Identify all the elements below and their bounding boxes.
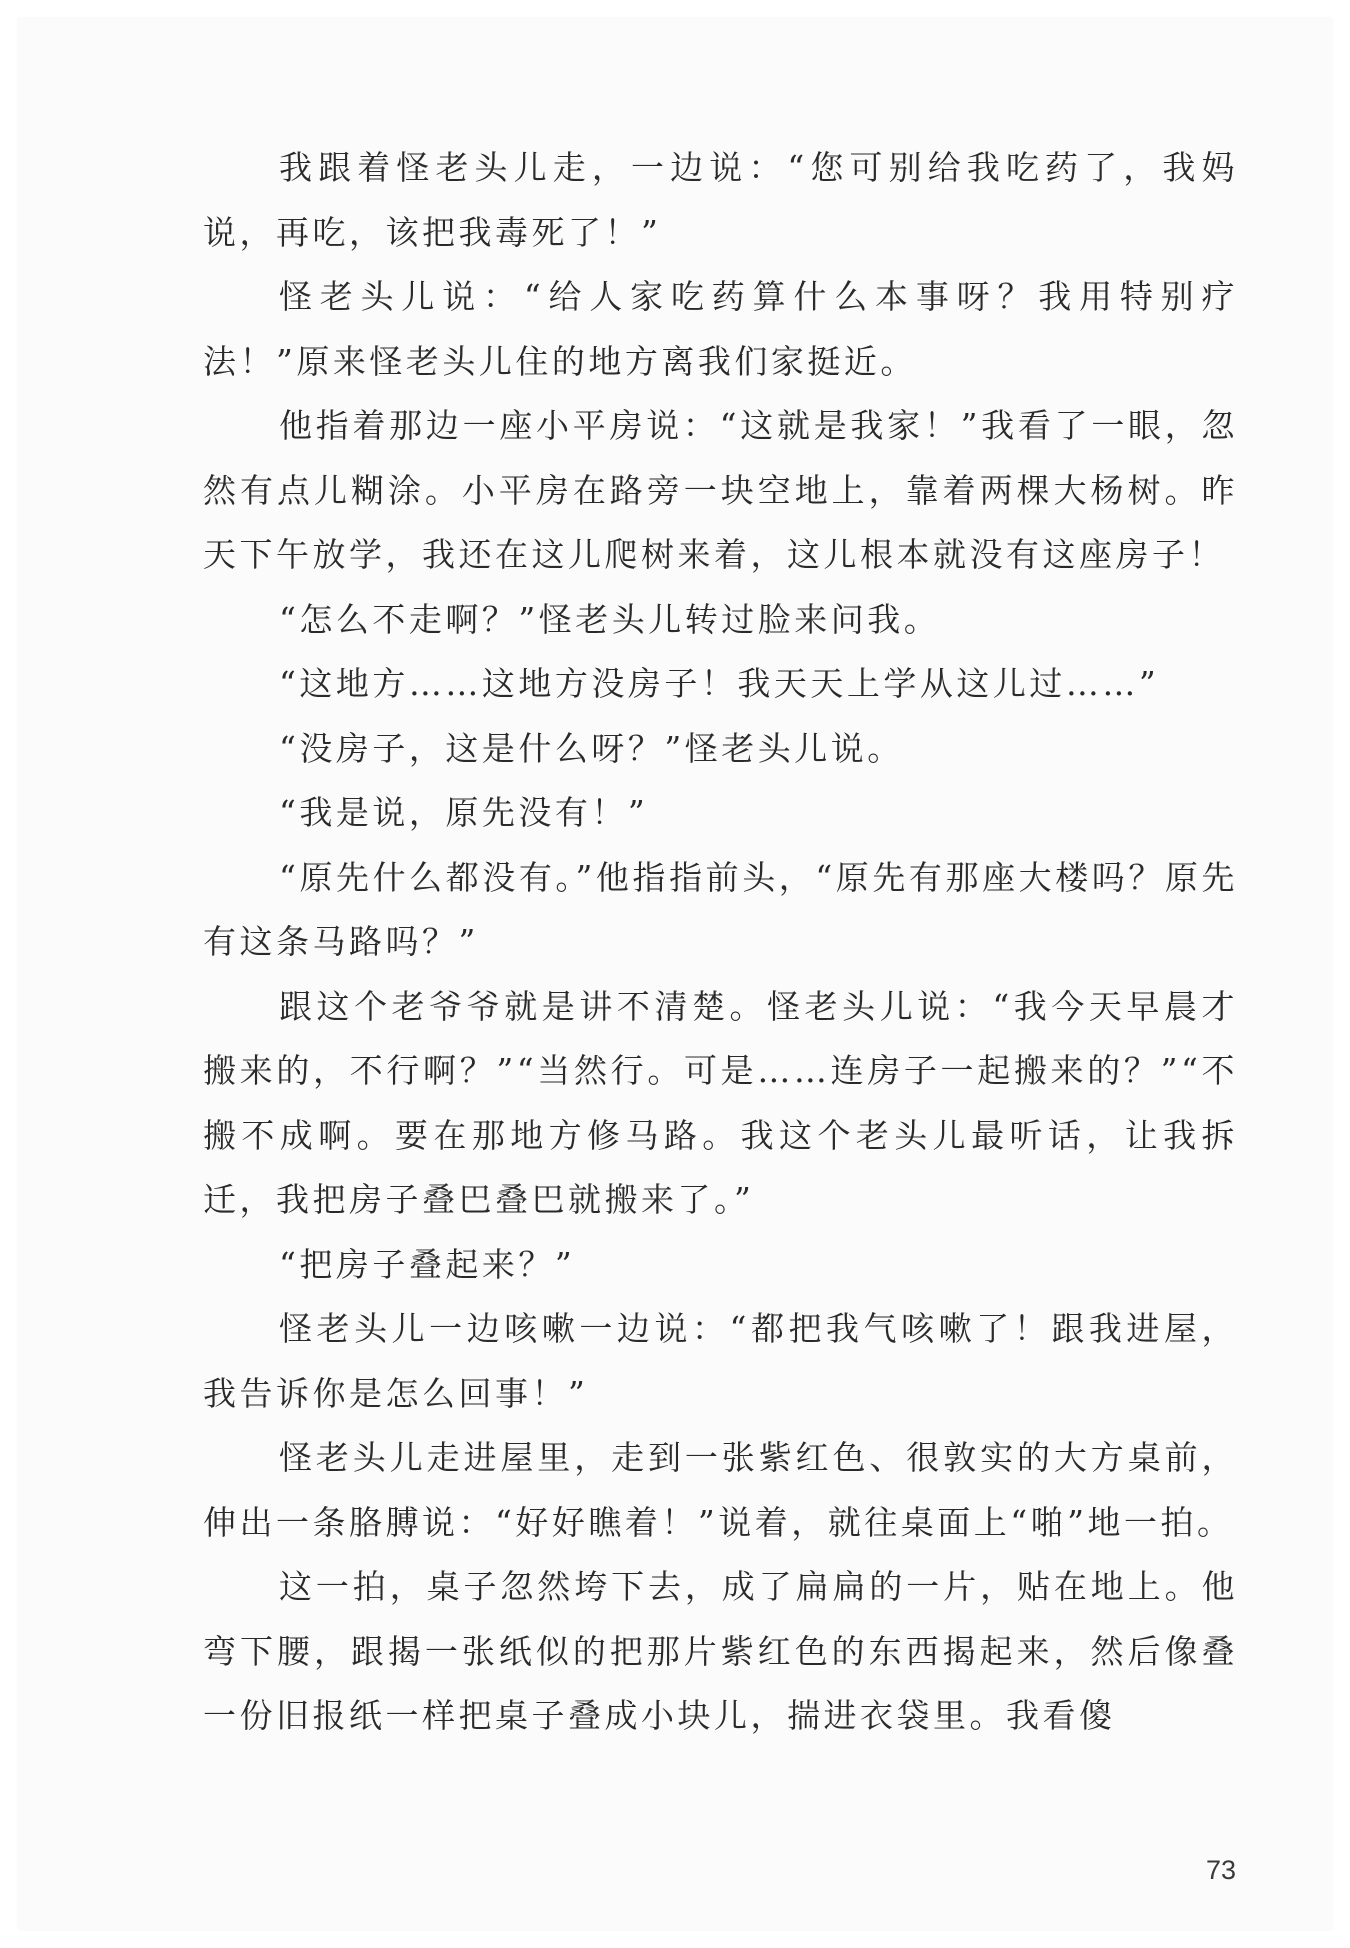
paragraph: 这一拍，桌子忽然垮下去，成了扁扁的一片，贴在地上。他弯下腰，跟揭一张纸似的把那片紫红色的东西揭起来，然后像叠一份旧报纸一样把桌子叠成小块儿，揣进衣袋里。我看傻 [203,1567,1238,1735]
paragraph: 怪老头儿走进屋里，走到一张紫红色、很敦实的大方桌前，伸出一条胳膊说：“好好瞧着！”说着，就往桌面上“啪”地一拍。 [203,1438,1238,1542]
paragraph: 跟这个老爷爷就是讲不清楚。怪老头儿说：“我今天早晨才搬来的，不行啊？”“当然行。可是……连房子一起搬来的？”“不搬不成啊。要在那地方修马路。我这个老头儿最听话，让我拆迁，我把房子叠巴叠巴就搬来了。” [203,986,1238,1219]
page-number: 73 [1205,1855,1236,1885]
paragraph: 我跟着怪老头儿走，一边说：“您可别给我吃药了，我妈说，再吃，该把我毒死了！” [203,148,1238,252]
paragraph: “没房子，这是什么呀？”怪老头儿说。 [279,728,904,768]
paragraph: “我是说，原先没有！” [279,793,649,832]
paragraph: “原先什么都没有。”他指指前头，“原先有那座大楼吗？原先有这条马路吗？” [203,857,1238,961]
book-page [18,18,1332,1930]
body-text [203,136,1238,1749]
paragraph: “这地方……这地方没房子！我天天上学从这儿过……” [279,664,1160,703]
paragraph: 怪老头儿一边咳嗽一边说：“都把我气咳嗽了！跟我进屋，我告诉你是怎么回事！” [203,1309,1238,1413]
paragraph: “把房子叠起来？” [279,1244,576,1284]
paragraph: 怪老头儿说：“给人家吃药算什么本事呀？我用特别疗法！”原来怪老头儿住的地方离我们家挺近。 [203,277,1238,381]
paragraph: “怎么不走啊？”怪老头儿转过脸来问我。 [279,599,941,639]
paragraph: 他指着那边一座小平房说：“这就是我家！”我看了一眼，忽然有点儿糊涂。小平房在路旁一块空地上，靠着两棵大杨树。昨天下午放学，我还在这儿爬树来着，这儿根本就没有这座房子！ [203,406,1238,574]
